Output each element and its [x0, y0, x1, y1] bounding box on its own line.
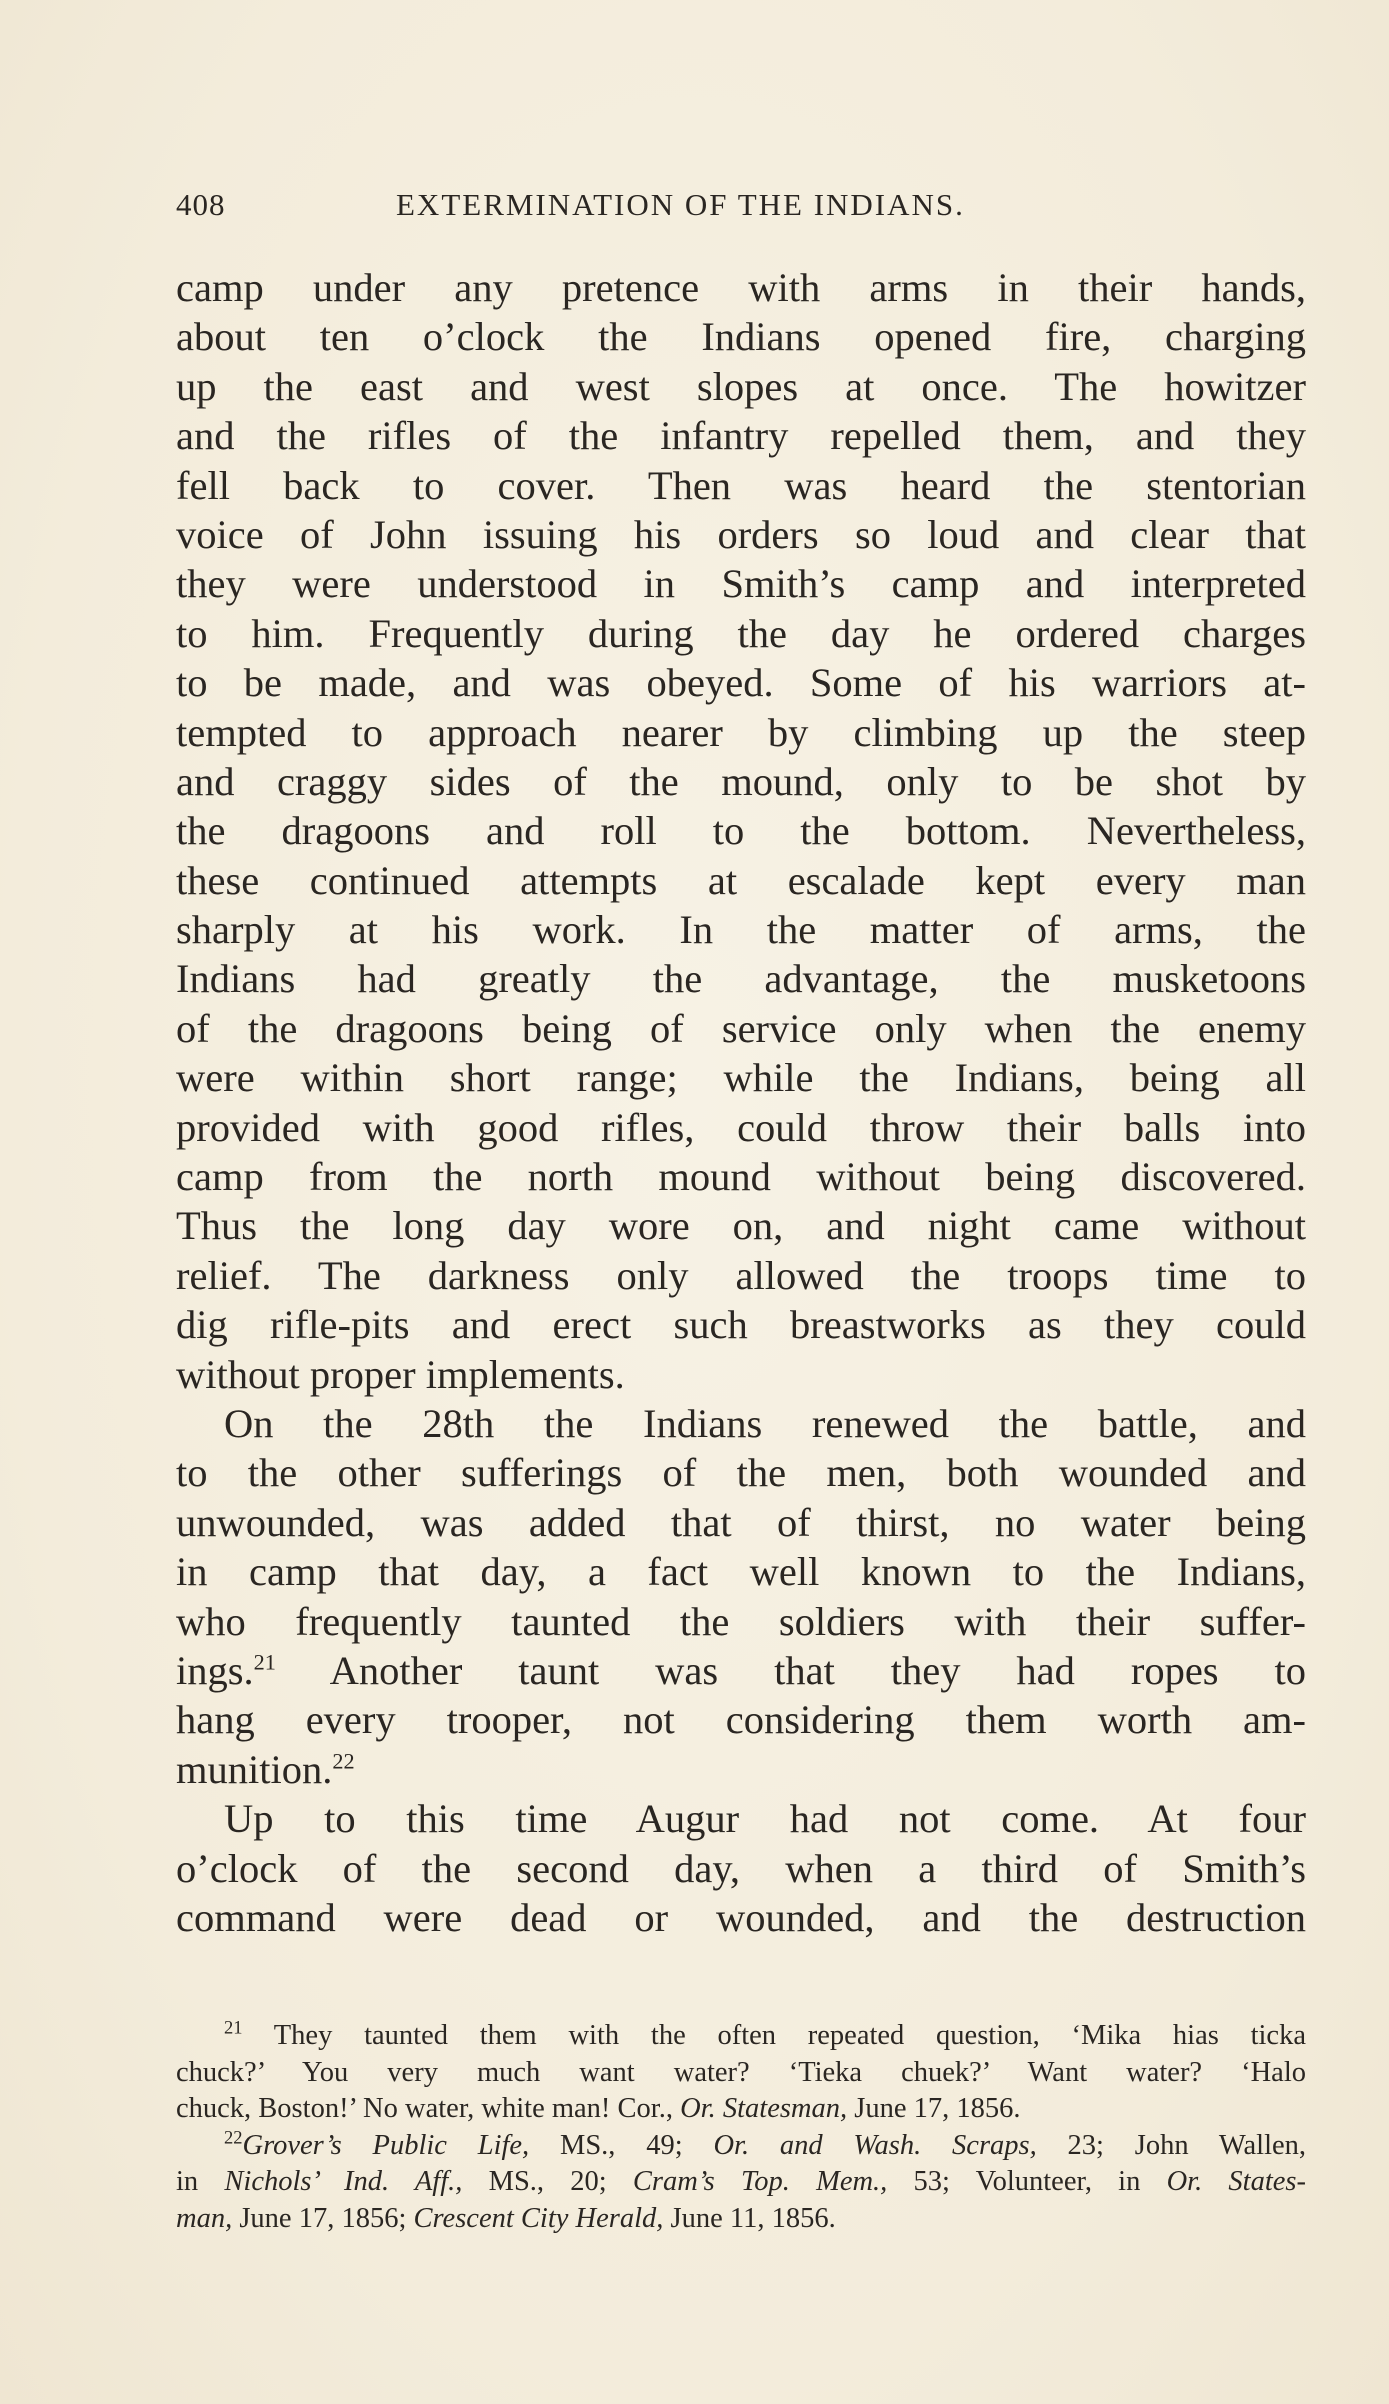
- text-line: camp from the north mound without being discovered.: [176, 1154, 1306, 1200]
- text-line: On the 28th the Indians renewed the battle, and: [224, 1400, 1306, 1446]
- text-line: without proper implements.: [176, 1351, 625, 1397]
- footnote-text: They taunted them with the often repeated question, ‘Mika hias ticka: [273, 2020, 1306, 2051]
- text-line: Indians had greatly the advantage, the musketoons: [176, 956, 1306, 1002]
- text-line: [176, 1646, 1306, 1695]
- text-line: provided with good rifles, could throw their balls into: [176, 1104, 1306, 1150]
- text-line: camp under any pretence with arms in their hands,: [176, 265, 1306, 310]
- footnote-source-title: Cram’s Top. Mem.,: [632, 2166, 888, 2197]
- text-line: relief. The darkness only allowed the troops time to: [176, 1252, 1306, 1298]
- footnote-source-title: Or. Statesman,: [680, 2093, 848, 2124]
- footnote-source-title: Nichols’ Ind. Aff.,: [224, 2166, 463, 2197]
- footnote-text: MS., 20;: [462, 2166, 633, 2197]
- running-title: EXTERMINATION OF THE INDIANS.: [396, 187, 965, 222]
- footnote-text: 53; Volunteer, in: [887, 2166, 1167, 2197]
- text-line: these continued attempts at escalade kept every man: [176, 857, 1306, 903]
- text-line: fell back to cover. Then was heard the stentorian: [176, 462, 1306, 508]
- text-line: to be made, and was obeyed. Some of his warriors at-: [176, 660, 1306, 706]
- footnote-line: chuck?’ You very much want water? ‘Tieka chuek?’ Want water? ‘Halo: [176, 2056, 1306, 2088]
- body-text: [176, 263, 1306, 1942]
- footnote-text: in: [176, 2166, 225, 2197]
- text-line: in camp that day, a fact well known to the Indians,: [176, 1549, 1306, 1595]
- footnote-marker: 21: [224, 2017, 243, 2039]
- text-line: voice of John issuing his orders so loud and clear that: [176, 511, 1306, 557]
- footnote-22: [176, 2128, 1306, 2165]
- footnote-source-title: Grover’s Public Life,: [242, 2129, 530, 2161]
- text-line: Up to this time Augur had not come. At four: [224, 1796, 1306, 1842]
- text-line: the dragoons and roll to the bottom. Nevertheless,: [176, 808, 1306, 854]
- text-line: command were dead or wounded, and the destruction: [176, 1894, 1306, 1940]
- footnote-text: chuck, Boston!’ No water, white man! Cor.,: [176, 2093, 681, 2124]
- page-header: [176, 187, 1306, 231]
- text-line: to the other sufferings of the men, both wounded and: [176, 1450, 1306, 1496]
- text-line: hang every trooper, not considering them worth am-: [176, 1697, 1306, 1743]
- text-line: sharply at his work. In the matter of arms, the: [176, 907, 1306, 953]
- footnote-text: 23; John Wallen,: [1036, 2129, 1307, 2161]
- text-line: dig rifle-pits and erect such breastworks as they could: [176, 1302, 1306, 1348]
- text-line: unwounded, was added that of thirst, no water being: [176, 1499, 1306, 1545]
- page-number: 408: [176, 187, 226, 222]
- footnote-source-title: man,: [176, 2202, 233, 2234]
- text-fragment: ings.: [176, 1647, 254, 1693]
- text-line: up the east and west slopes at once. The howitzer: [176, 363, 1306, 409]
- footnote-line: [176, 2091, 1306, 2128]
- footnote-ref-22[interactable]: 22: [332, 1748, 355, 1774]
- text-line: [176, 1745, 1306, 1794]
- footnote-text: June 17, 1856;: [232, 2202, 414, 2234]
- footnote-text: MS., 49;: [529, 2129, 714, 2161]
- text-line: who frequently taunted the soldiers with their suffer-: [176, 1598, 1306, 1644]
- footnote-text: June 17, 1856.: [847, 2093, 1021, 2124]
- text-line: were within short range; while the Indians, being all: [176, 1055, 1306, 1101]
- footnote-source-title: Or. and Wash. Scraps,: [713, 2129, 1037, 2161]
- footnote-21: [176, 2018, 1306, 2055]
- text-line: they were understood in Smith’s camp and interpreted: [176, 561, 1306, 607]
- text-line: o’clock of the second day, when a third of Smith’s: [176, 1845, 1306, 1891]
- text-line: Thus the long day wore on, and night came without: [176, 1203, 1306, 1249]
- footnote-line: [176, 2201, 1306, 2238]
- footnote-source-title: Crescent City Herald,: [413, 2202, 664, 2234]
- text-line: of the dragoons being of service only when the enemy: [176, 1005, 1306, 1051]
- footnote-marker: 22: [224, 2127, 243, 2148]
- text-fragment: Another taunt was that they had ropes to: [329, 1647, 1306, 1693]
- footnote-line: [176, 2164, 1306, 2201]
- footnote-text: June 11, 1856.: [663, 2202, 836, 2234]
- text-line: and craggy sides of the mound, only to be shot by: [176, 758, 1306, 804]
- text-line: about ten o’clock the Indians opened fire, charging: [176, 314, 1306, 360]
- footnote-source-title: Or. States-: [1166, 2166, 1306, 2197]
- text-line: to him. Frequently during the day he ordered charges: [176, 610, 1306, 656]
- text-line: tempted to approach nearer by climbing up the steep: [176, 709, 1306, 755]
- text-fragment: munition.: [176, 1746, 333, 1792]
- footnotes: [176, 2018, 1306, 2237]
- text-line: and the rifles of the infantry repelled them, and they: [176, 413, 1306, 459]
- footnote-ref-21[interactable]: 21: [253, 1649, 276, 1675]
